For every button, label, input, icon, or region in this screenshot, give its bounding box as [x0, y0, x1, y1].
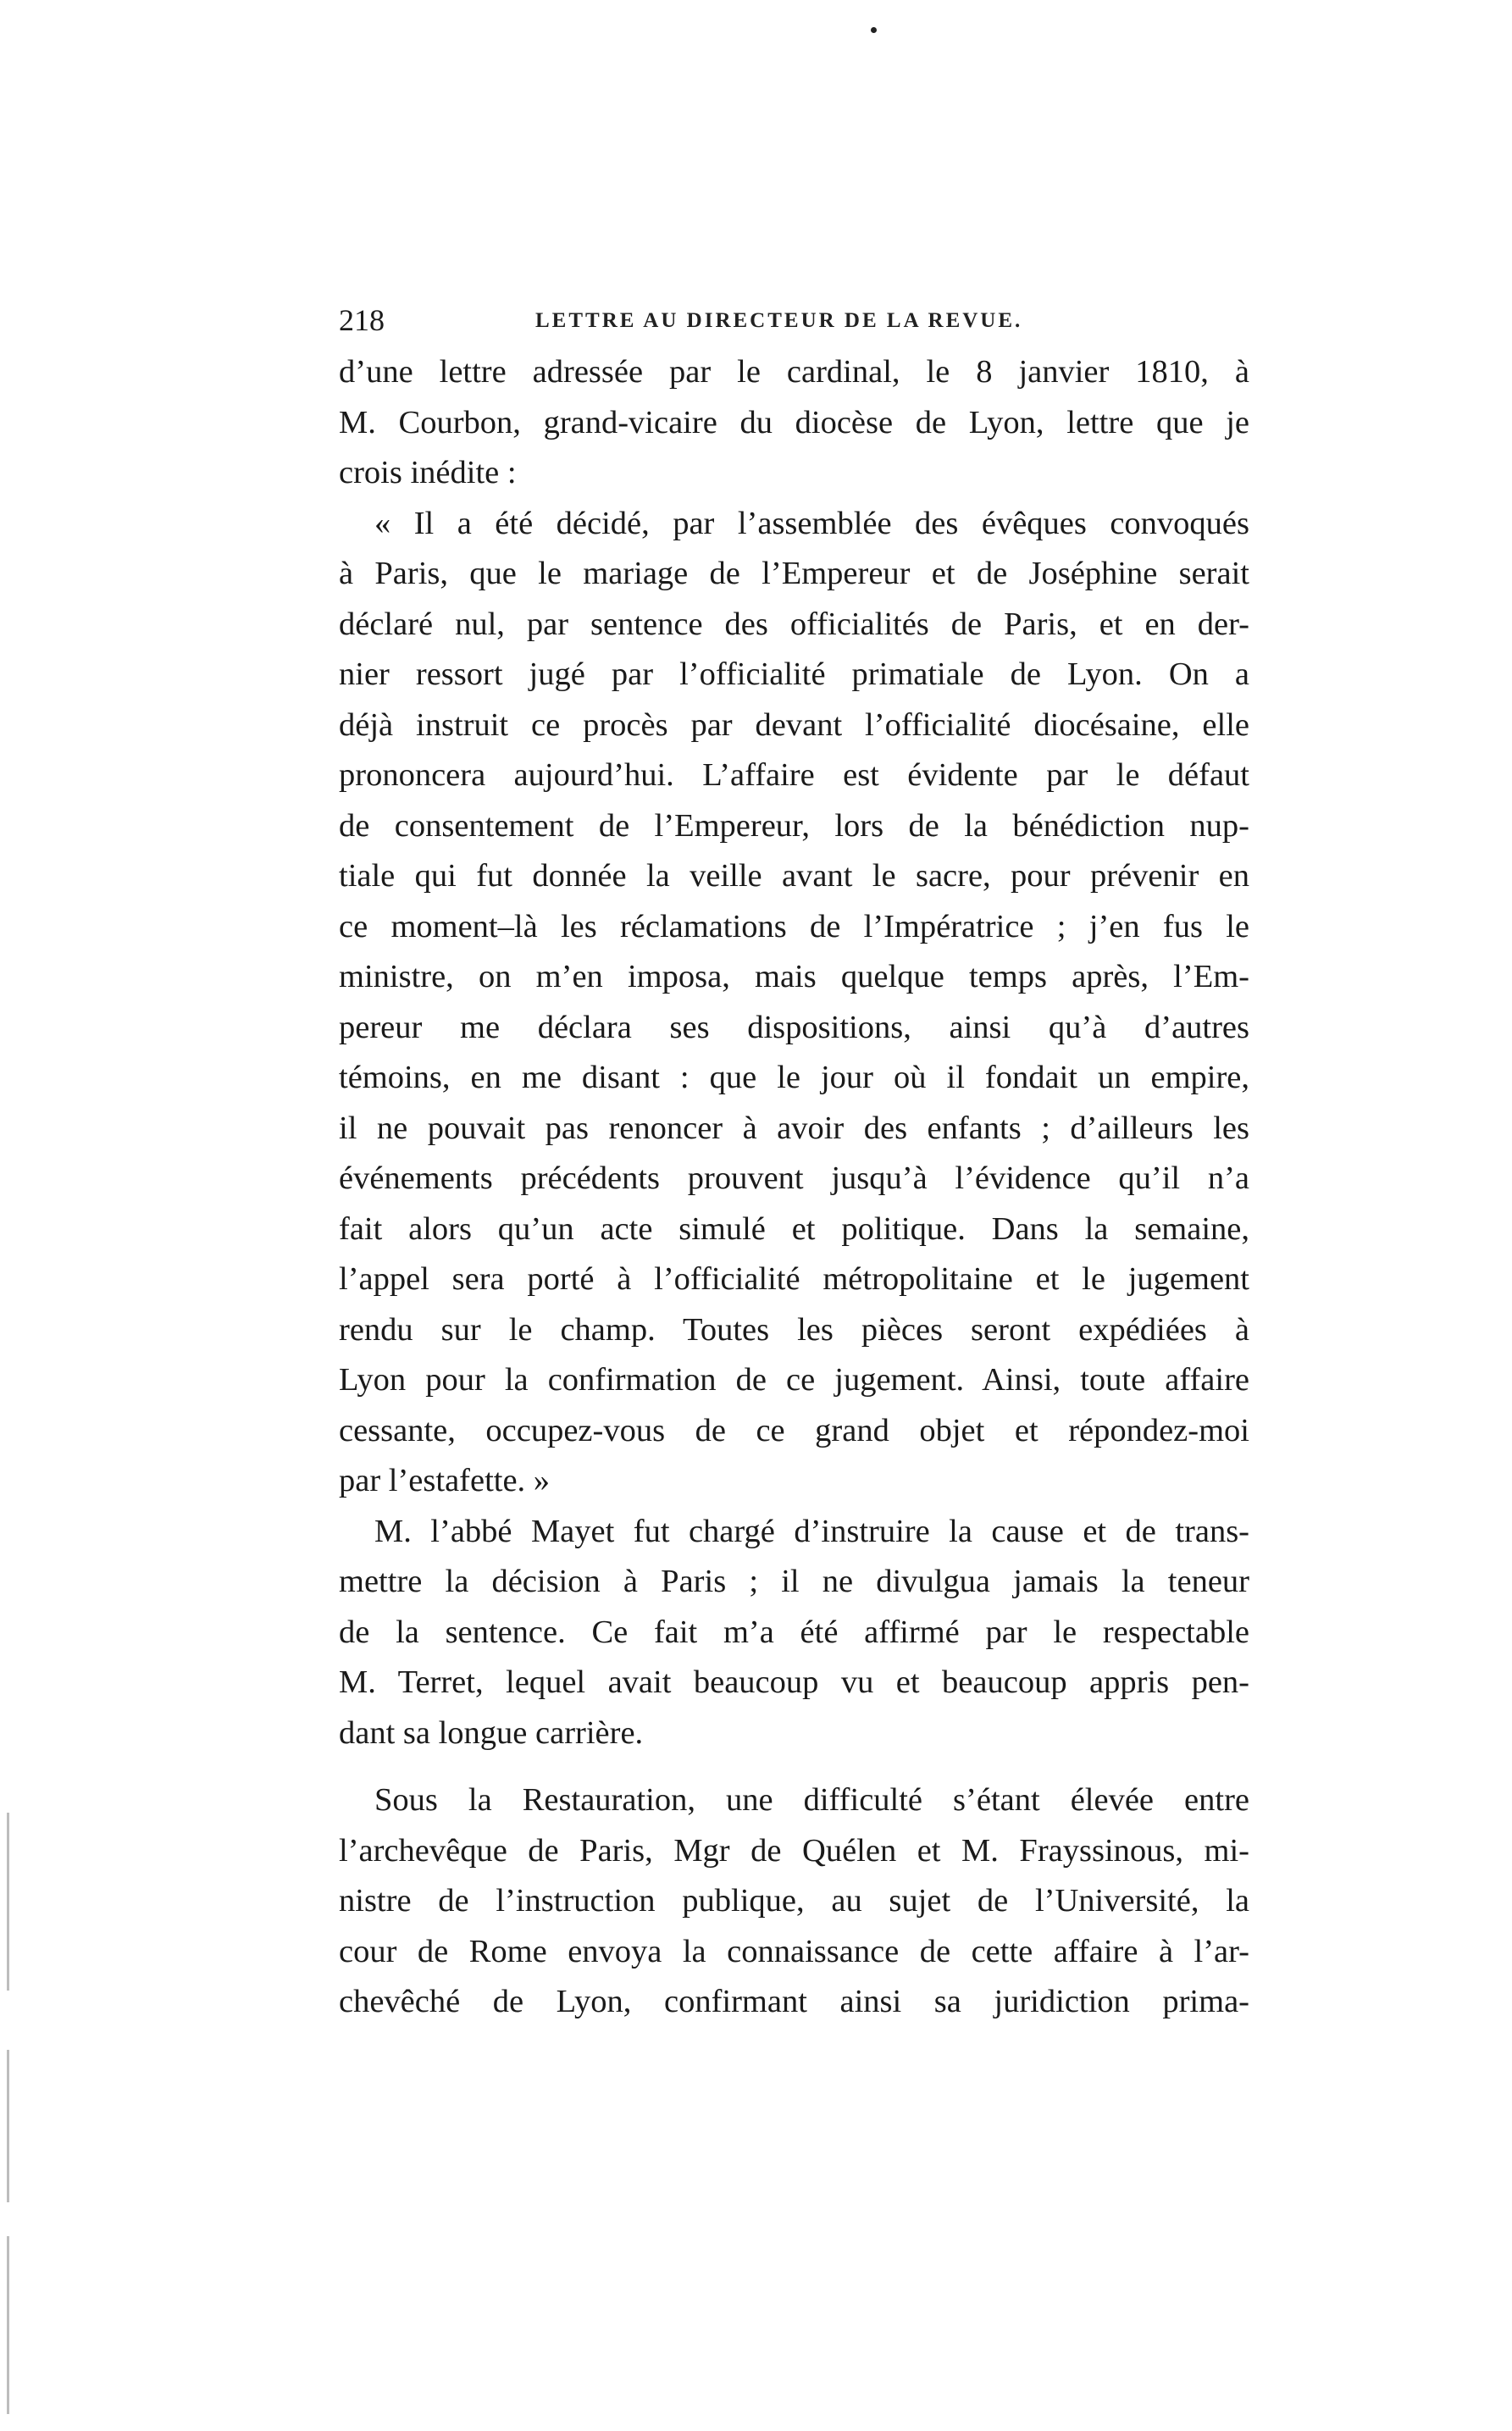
text-line: chevêché de Lyon, confirmant ainsi sa juridiction prima-	[339, 1984, 1249, 2019]
text-line: témoins, en me disant : que le jour où il fondait un empire,	[339, 1060, 1249, 1095]
text-line: cour de Rome envoya la connaissance de cette affaire à l’ar-	[339, 1933, 1249, 1969]
text-line: tiale qui fut donnée la veille avant le sacre, pour prévenir en	[339, 858, 1249, 894]
text-line: fait alors qu’un acte simulé et politique. Dans la semaine,	[339, 1210, 1249, 1247]
text-line: prononcera aujourd’hui. L’affaire est évidente par le défaut	[339, 757, 1249, 793]
text-line: Sous la Restauration, une difficulté s’étant élevée entre	[374, 1782, 1249, 1818]
text-line: ce moment–là les réclamations de l’Impératrice ; j’en fus le	[339, 908, 1249, 944]
text-line: d’une lettre adressée par le cardinal, le 8 janvier 1810, à	[339, 354, 1249, 390]
text-line: « Il a été décidé, par l’assemblée des évêques convoqués	[374, 505, 1249, 541]
page-header	[339, 302, 1245, 339]
text-line: cessante, occupez-vous de ce grand objet et répondez-moi	[339, 1412, 1249, 1448]
scan-edge-mark	[7, 1813, 9, 1991]
text-line: événements précédents prouvent jusqu’à l’évidence qu’il n’a	[339, 1160, 1249, 1196]
text-line: déjà instruit ce procès par devant l’officialité diocésaine, elle	[339, 706, 1249, 743]
text-line: rendu sur le champ. Toutes les pièces seront expédiées à	[339, 1311, 1249, 1348]
text-line: crois inédite :	[339, 455, 517, 490]
text-line: ministre, on m’en imposa, mais quelque temps après, l’Em-	[339, 959, 1249, 994]
text-line: de consentement de l’Empereur, lors de la bénédiction nup-	[339, 807, 1249, 844]
text-line: nier ressort jugé par l’officialité primatiale de Lyon. On a	[339, 656, 1249, 692]
text-line: Lyon pour la confirmation de ce jugement. Ainsi, toute affaire	[339, 1362, 1249, 1398]
text-line: à Paris, que le mariage de l’Empereur et de Joséphine serait	[339, 556, 1249, 591]
text-line: M. Courbon, grand-vicaire du diocèse de Lyon, lettre que je	[339, 404, 1249, 440]
page-number: 218	[339, 303, 385, 337]
text-line: il ne pouvait pas renoncer à avoir des enfants ; d’ailleurs les	[339, 1110, 1249, 1146]
text-line: M. l’abbé Mayet fut chargé d’instruire la cause et de trans-	[374, 1513, 1249, 1549]
text-line: par l’estafette. »	[339, 1463, 551, 1498]
text-line: l’archevêque de Paris, Mgr de Quélen et M. Frayssinous, mi-	[339, 1832, 1249, 1869]
running-title: LETTRE AU DIRECTEUR DE LA REVUE.	[535, 309, 1023, 332]
text-line: M. Terret, lequel avait beaucoup vu et beaucoup appris pen-	[339, 1664, 1249, 1700]
text-line: dant sa longue carrière.	[339, 1714, 644, 1751]
text-line: l’appel sera porté à l’officialité métropolitaine et le jugement	[339, 1261, 1249, 1297]
scan-edge-mark	[7, 2236, 9, 2414]
text-line: pereur me déclara ses dispositions, ainsi qu’à d’autres	[339, 1009, 1249, 1045]
text-line: nistre de l’instruction publique, au sujet de l’Université, la	[339, 1883, 1249, 1919]
scan-edge-mark	[7, 2050, 9, 2202]
ink-speck	[871, 27, 877, 33]
body-text	[339, 347, 1249, 2028]
text-line: déclaré nul, par sentence des officialités de Paris, et en der-	[339, 606, 1249, 642]
text-line: mettre la décision à Paris ; il ne divulgua jamais la teneur	[339, 1564, 1249, 1599]
text-line: de la sentence. Ce fait m’a été affirmé par le respectable	[339, 1614, 1249, 1650]
